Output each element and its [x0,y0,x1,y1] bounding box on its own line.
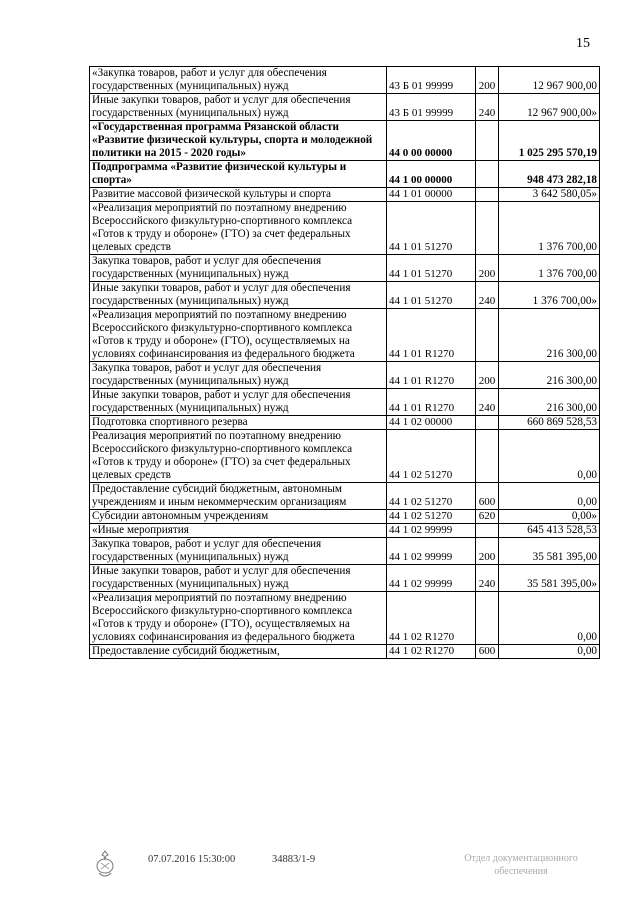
row-name-cell: «Реализация мероприятий по поэтапному внедрению Всероссийского физкультурно-спортивного комплекса «Готов к труду и обороне» (ГТО), осуществляемых на условиях софинансирования из федерального бюджета [90,592,387,645]
table-row [90,161,600,188]
row-sum-cell: 948 473 282,18 [499,161,600,188]
row-vr-cell: 240 [476,282,499,309]
row-sum-cell: 216 300,00 [499,389,600,416]
row-sum-cell: 1 376 700,00 [499,255,600,282]
row-vr-cell: 620 [476,510,499,524]
row-vr-cell: 240 [476,389,499,416]
row-sum-cell: 1 376 700,00» [499,282,600,309]
table-row [90,282,600,309]
row-name-cell: Закупка товаров, работ и услуг для обеспечения государственных (муниципальных) нужд [90,362,387,389]
emblem-logo [92,849,118,881]
table-row [90,389,600,416]
row-code-cell: 44 1 02 00000 [387,416,476,430]
row-name-cell: Предоставление субсидий бюджетным, автономным учреждениям и иным некоммерческим организациям [90,483,387,510]
row-sum-cell: 0,00 [499,645,600,659]
table-row [90,430,600,483]
row-vr-cell: 600 [476,645,499,659]
budget-table-body [90,67,600,659]
table-row [90,645,600,659]
row-vr-cell: 200 [476,538,499,565]
row-sum-cell: 1 025 295 570,19 [499,121,600,161]
row-code-cell: 44 1 02 99999 [387,565,476,592]
row-code-cell: 43 Б 01 99999 [387,94,476,121]
table-row [90,416,600,430]
row-sum-cell: 0,00» [499,510,600,524]
row-code-cell: 44 1 01 51270 [387,282,476,309]
row-code-cell: 43 Б 01 99999 [387,67,476,94]
row-sum-cell: 12 967 900,00» [499,94,600,121]
row-name-cell: «Реализация мероприятий по поэтапному внедрению Всероссийского физкультурно-спортивного комплекса «Готов к труду и обороне» (ГТО), осуществляемых на условиях софинансирования из федерального бюджета [90,309,387,362]
row-code-cell: 44 1 01 51270 [387,202,476,255]
row-code-cell: 44 1 02 51270 [387,430,476,483]
row-sum-cell: 660 869 528,53 [499,416,600,430]
row-name-cell: «Иные мероприятия [90,524,387,538]
row-name-cell: Иные закупки товаров, работ и услуг для обеспечения государственных (муниципальных) нужд [90,94,387,121]
budget-table [89,66,600,659]
row-sum-cell: 216 300,00 [499,309,600,362]
row-code-cell: 44 1 02 R1270 [387,645,476,659]
row-name-cell: Иные закупки товаров, работ и услуг для обеспечения государственных (муниципальных) нужд [90,282,387,309]
row-name-cell: Иные закупки товаров, работ и услуг для обеспечения государственных (муниципальных) нужд [90,565,387,592]
footer-datetime: 07.07.2016 15:30:00 [148,854,236,865]
row-sum-cell: 645 413 528,53 [499,524,600,538]
row-vr-cell: 240 [476,94,499,121]
row-sum-cell: 35 581 395,00» [499,565,600,592]
row-name-cell: «Реализация мероприятий по поэтапному внедрению Всероссийского физкультурно-спортивного комплекса «Готов к труду и обороне» (ГТО) за счет федеральных целевых средств [90,202,387,255]
row-code-cell: 44 1 01 00000 [387,188,476,202]
row-name-cell: «Закупка товаров, работ и услуг для обеспечения государственных (муниципальных) нужд [90,67,387,94]
row-code-cell: 44 1 02 99999 [387,538,476,565]
row-vr-cell: 600 [476,483,499,510]
row-code-cell: 44 1 01 51270 [387,255,476,282]
row-code-cell: 44 1 02 99999 [387,524,476,538]
table-row [90,202,600,255]
table-row [90,510,600,524]
row-vr-cell [476,309,499,362]
row-name-cell: Закупка товаров, работ и услуг для обеспечения государственных (муниципальных) нужд [90,538,387,565]
row-code-cell: 44 1 00 00000 [387,161,476,188]
row-sum-cell: 0,00 [499,592,600,645]
row-name-cell: «Государственная программа Рязанской области «Развитие физической культуры, спорта и молодежной политики на 2015 - 2020 годы» [90,121,387,161]
row-name-cell: Иные закупки товаров, работ и услуг для обеспечения государственных (муниципальных) нужд [90,389,387,416]
row-vr-cell [476,592,499,645]
row-vr-cell [476,430,499,483]
row-code-cell: 44 0 00 00000 [387,121,476,161]
table-row [90,309,600,362]
table-row [90,362,600,389]
table-row [90,524,600,538]
row-code-cell: 44 1 02 51270 [387,483,476,510]
row-name-cell: Предоставление субсидий бюджетным, [90,645,387,659]
table-row [90,255,600,282]
table-row [90,483,600,510]
row-vr-cell [476,121,499,161]
row-vr-cell: 200 [476,255,499,282]
row-sum-cell: 216 300,00 [499,362,600,389]
table-row [90,121,600,161]
table-row [90,565,600,592]
row-sum-cell: 0,00 [499,483,600,510]
footer-doc-number: 34883/1-9 [272,854,316,865]
row-sum-cell: 35 581 395,00 [499,538,600,565]
table-row [90,94,600,121]
page-number: 15 [576,36,590,51]
row-name-cell: Развитие массовой физической культуры и спорта [90,188,387,202]
row-vr-cell [476,416,499,430]
row-sum-cell: 3 642 580,05» [499,188,600,202]
row-sum-cell: 0,00 [499,430,600,483]
row-name-cell: Реализация мероприятий по поэтапному внедрению Всероссийского физкультурно-спортивного комплекса «Готов к труду и обороне» (ГТО) за счет федеральных целевых средств [90,430,387,483]
row-vr-cell: 200 [476,362,499,389]
row-name-cell: Подпрограмма «Развитие физической культуры и спорта» [90,161,387,188]
row-vr-cell [476,161,499,188]
row-code-cell: 44 1 01 R1270 [387,362,476,389]
footer-department: Отдел документационного обеспечения [464,853,578,877]
row-name-cell: Подготовка спортивного резерва [90,416,387,430]
row-code-cell: 44 1 01 R1270 [387,389,476,416]
table-row [90,592,600,645]
row-code-cell: 44 1 02 51270 [387,510,476,524]
row-name-cell: Закупка товаров, работ и услуг для обеспечения государственных (муниципальных) нужд [90,255,387,282]
row-vr-cell [476,202,499,255]
table-row [90,538,600,565]
row-code-cell: 44 1 02 R1270 [387,592,476,645]
table-row [90,188,600,202]
row-sum-cell: 1 376 700,00 [499,202,600,255]
row-vr-cell: 200 [476,67,499,94]
row-vr-cell [476,524,499,538]
row-vr-cell: 240 [476,565,499,592]
table-row [90,67,600,94]
row-name-cell: Субсидии автономным учреждениям [90,510,387,524]
row-sum-cell: 12 967 900,00 [499,67,600,94]
row-vr-cell [476,188,499,202]
row-code-cell: 44 1 01 R1270 [387,309,476,362]
